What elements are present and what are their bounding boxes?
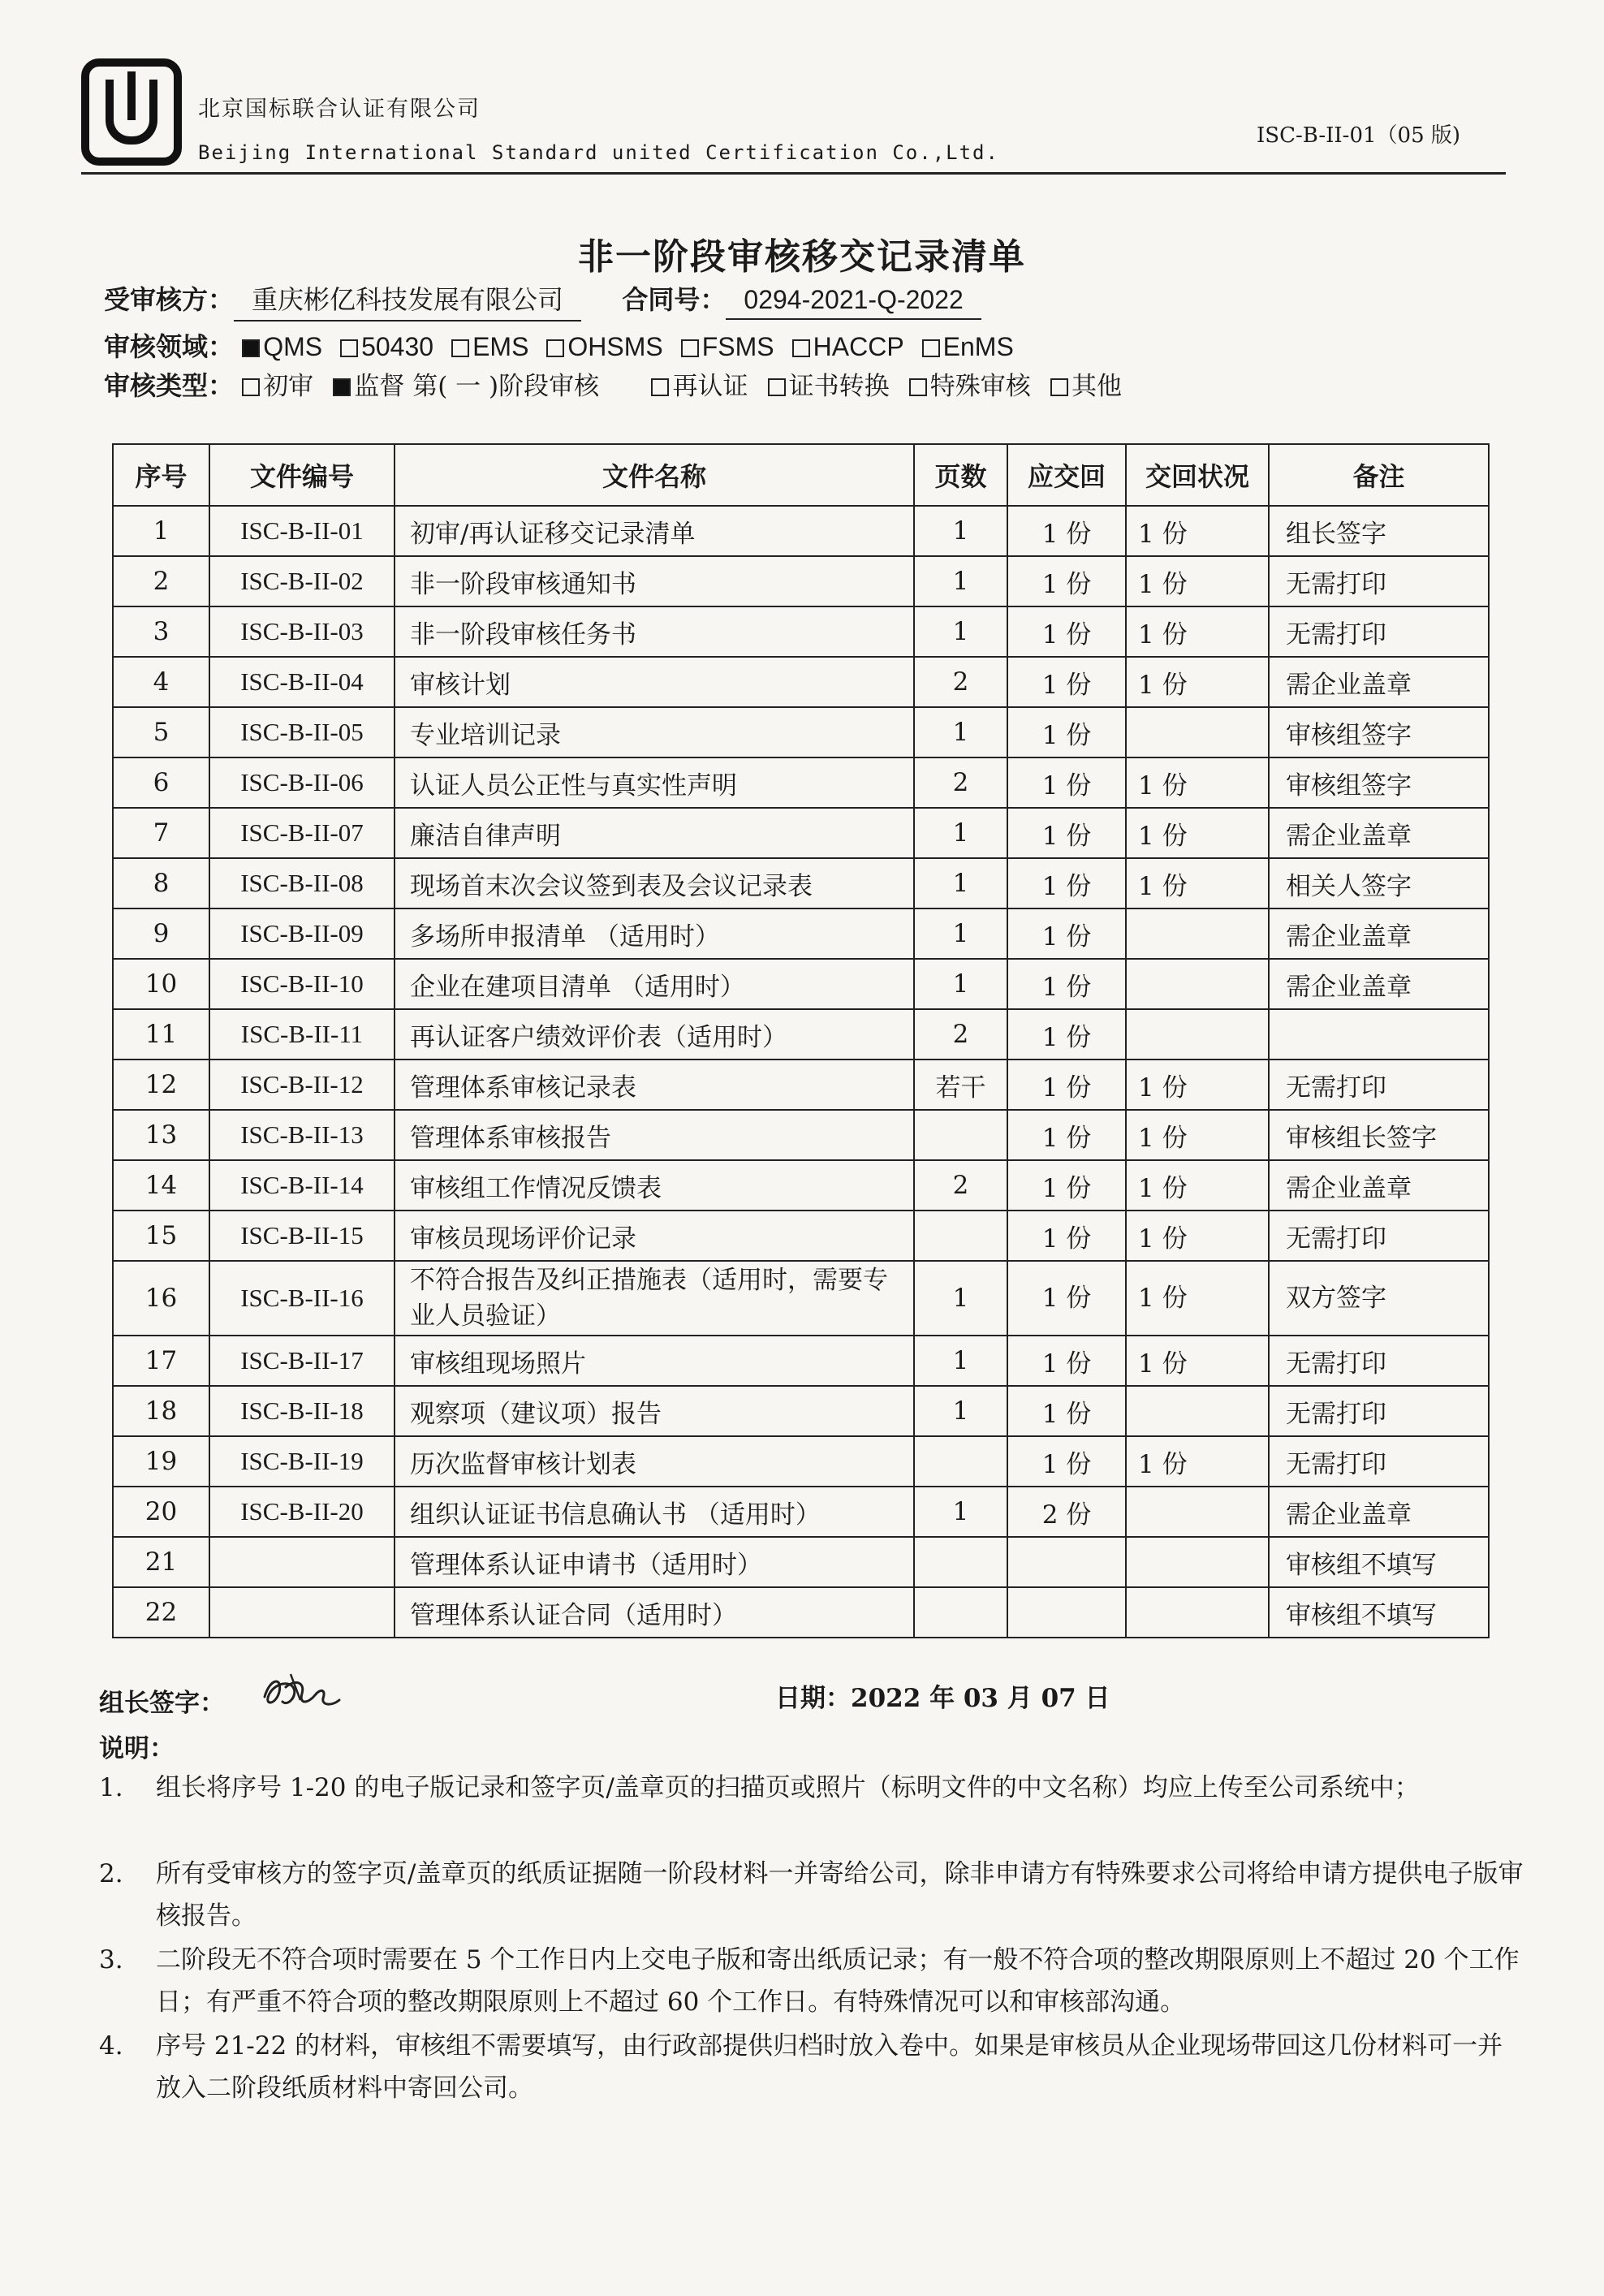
- table-row: [113, 858, 1489, 908]
- audited-label: 受审核方：: [104, 284, 235, 315]
- cell-remarks: 无需打印: [1269, 606, 1489, 657]
- cell-due: 1 份: [1007, 506, 1126, 556]
- company-name-en: Beijing International Standard united Certification Co.,Ltd.: [198, 141, 999, 164]
- header-divider: [81, 172, 1506, 175]
- cell-returned: 1 份: [1126, 556, 1269, 606]
- cell-code: ISC-B-II-05: [209, 707, 395, 757]
- cell-due: 1 份: [1007, 757, 1126, 808]
- table-row: [113, 757, 1489, 808]
- cell-pages: 1: [914, 556, 1007, 606]
- cell-code: ISC-B-II-10: [209, 959, 395, 1009]
- cell-returned: 1 份: [1126, 606, 1269, 657]
- type-transfer: 证书转换: [768, 365, 890, 402]
- cell-no: 11: [113, 1009, 209, 1060]
- cell-no: 20: [113, 1487, 209, 1537]
- page-title: 非一阶段审核移交记录清单: [578, 236, 1026, 278]
- notes-title: 说明：: [99, 1734, 175, 1763]
- table-row: [113, 506, 1489, 556]
- cell-code: ISC-B-II-01: [209, 506, 395, 556]
- cell-returned: [1126, 1487, 1269, 1537]
- cell-remarks: 需企业盖章: [1269, 1487, 1489, 1537]
- cell-no: 18: [113, 1386, 209, 1436]
- cell-pages: 1: [914, 959, 1007, 1009]
- cell-pages: 若干: [914, 1060, 1007, 1110]
- domain-option: [242, 332, 322, 362]
- type-special-checkbox[interactable]: [909, 378, 927, 396]
- cell-remarks: 无需打印: [1269, 556, 1489, 606]
- cell-due: [1007, 1587, 1126, 1638]
- table-row: [113, 1336, 1489, 1386]
- leader-sign-label: 组长签字：: [99, 1689, 225, 1718]
- cell-pages: [914, 1110, 1007, 1160]
- cell-returned: 1 份: [1126, 1261, 1269, 1336]
- domain-checkbox[interactable]: [340, 339, 358, 357]
- header-code: 文件编号: [209, 444, 395, 506]
- table-row: [113, 1537, 1489, 1587]
- cell-due: 1 份: [1007, 808, 1126, 858]
- cell-due: 1 份: [1007, 1211, 1126, 1261]
- table-row: [113, 556, 1489, 606]
- cell-due: 1 份: [1007, 556, 1126, 606]
- cell-no: 6: [113, 757, 209, 808]
- cell-due: 2 份: [1007, 1487, 1126, 1537]
- note-1: 1. 组长将序号 1-20 的电子版记录和签字页/盖章页的扫描页或照片（标明文件的中文名称）均应上传至公司系统中；: [99, 1773, 1420, 1802]
- cell-returned: [1126, 1587, 1269, 1638]
- table-row: [113, 1060, 1489, 1110]
- cell-remarks: 组长签字: [1269, 506, 1489, 556]
- cell-pages: 2: [914, 757, 1007, 808]
- cell-remarks: 无需打印: [1269, 1386, 1489, 1436]
- domain-checkbox[interactable]: [922, 339, 940, 357]
- cell-returned: 1 份: [1126, 858, 1269, 908]
- cell-name: 专业培训记录: [395, 707, 914, 757]
- cell-no: 16: [113, 1261, 209, 1336]
- cell-no: 17: [113, 1336, 209, 1386]
- cell-code: ISC-B-II-14: [209, 1160, 395, 1211]
- header-pages: 页数: [914, 444, 1007, 506]
- cell-name: 管理体系审核记录表: [395, 1060, 914, 1110]
- cell-due: 1 份: [1007, 1261, 1126, 1336]
- company-logo: [81, 58, 182, 166]
- table-row: [113, 1211, 1489, 1261]
- cell-returned: 1 份: [1126, 506, 1269, 556]
- type-recert: 再认证: [651, 365, 748, 402]
- cell-remarks: 需企业盖章: [1269, 657, 1489, 707]
- cell-code: ISC-B-II-04: [209, 657, 395, 707]
- table-row: [113, 959, 1489, 1009]
- domain-option-label: HACCP: [813, 332, 904, 361]
- table-row: [113, 1487, 1489, 1537]
- domain-option: [681, 332, 774, 362]
- table-row: [113, 1110, 1489, 1160]
- cell-code: ISC-B-II-12: [209, 1060, 395, 1110]
- note-4: 4. 序号 21-22 的材料，审核组不需要填写，由行政部提供归档时放入卷中。如果是审核员从企业现场带回这几份材料可一并放入二阶段纸质材料中寄回公司。: [99, 2031, 1503, 2103]
- cell-code: ISC-B-II-11: [209, 1009, 395, 1060]
- domain-option-label: OHSMS: [567, 332, 663, 361]
- cell-pages: 1: [914, 1487, 1007, 1537]
- cell-returned: [1126, 707, 1269, 757]
- table-row: [113, 908, 1489, 959]
- cell-remarks: 需企业盖章: [1269, 959, 1489, 1009]
- cell-name: 廉洁自律声明: [395, 808, 914, 858]
- table-row: [113, 606, 1489, 657]
- cell-name: 审核员现场评价记录: [395, 1211, 914, 1261]
- type-other: 其他: [1050, 365, 1122, 402]
- cell-remarks: [1269, 1009, 1489, 1060]
- note-3: 3. 二阶段无不符合项时需要在 5 个工作日内上交电子版和寄出纸质记录；有一般不符合项的整改期限原则上不超过 20 个工作日；有严重不符合项的整改期限原则上不超过 60 个工作日。有特殊情况可以和审核部沟通。: [99, 1945, 1520, 2017]
- cell-no: 8: [113, 858, 209, 908]
- cell-pages: 1: [914, 908, 1007, 959]
- cell-code: ISC-B-II-02: [209, 556, 395, 606]
- audited-party-line: [104, 279, 981, 322]
- domain-options: [242, 331, 1032, 362]
- type-surveillance: 监督 第( 一 )阶段审核: [333, 365, 599, 402]
- table-row: [113, 1386, 1489, 1436]
- cell-pages: [914, 1537, 1007, 1587]
- cell-code: [209, 1587, 395, 1638]
- domain-option: [340, 332, 433, 362]
- cell-due: 1 份: [1007, 1386, 1126, 1436]
- cell-returned: 1 份: [1126, 1211, 1269, 1261]
- domain-option-label: QMS: [263, 332, 323, 361]
- cell-returned: [1126, 1386, 1269, 1436]
- type-surveillance-checkbox[interactable]: [333, 378, 351, 396]
- cell-remarks: 审核组签字: [1269, 707, 1489, 757]
- cell-due: 1 份: [1007, 606, 1126, 657]
- domain-option-label: 50430: [361, 332, 434, 361]
- cell-returned: 1 份: [1126, 1110, 1269, 1160]
- cell-code: ISC-B-II-15: [209, 1211, 395, 1261]
- cell-due: 1 份: [1007, 707, 1126, 757]
- type-other-checkbox[interactable]: [1050, 378, 1068, 396]
- cell-remarks: 需企业盖章: [1269, 908, 1489, 959]
- domain-option: [792, 332, 904, 362]
- header-no: 序号: [113, 444, 209, 506]
- cell-pages: [914, 1436, 1007, 1487]
- cell-no: 2: [113, 556, 209, 606]
- header-name: 文件名称: [395, 444, 914, 506]
- cell-name: 组织认证证书信息确认书 （适用时）: [395, 1487, 914, 1537]
- cell-name: 多场所申报清单 （适用时）: [395, 908, 914, 959]
- cell-name: 审核组现场照片: [395, 1336, 914, 1386]
- cell-pages: [914, 1211, 1007, 1261]
- header-returned: 交回状况: [1126, 444, 1269, 506]
- records-table: [112, 443, 1490, 1638]
- cell-due: [1007, 1537, 1126, 1587]
- cell-returned: 1 份: [1126, 808, 1269, 858]
- cell-pages: 1: [914, 506, 1007, 556]
- date: 日期：2022 年 03 月 07 日: [775, 1684, 1110, 1713]
- cell-name: 审核计划: [395, 657, 914, 707]
- cell-name: 企业在建项目清单 （适用时）: [395, 959, 914, 1009]
- cell-due: 1 份: [1007, 1436, 1126, 1487]
- leader-signature: [258, 1664, 347, 1721]
- cell-due: 1 份: [1007, 657, 1126, 707]
- cell-returned: 1 份: [1126, 757, 1269, 808]
- cell-code: ISC-B-II-18: [209, 1386, 395, 1436]
- table-header-row: [113, 444, 1489, 506]
- table-row: [113, 1261, 1489, 1336]
- cell-pages: 1: [914, 1386, 1007, 1436]
- cell-no: 12: [113, 1060, 209, 1110]
- cell-due: 1 份: [1007, 908, 1126, 959]
- cell-name: 初审/再认证移交记录清单: [395, 506, 914, 556]
- cell-remarks: 审核组不填写: [1269, 1537, 1489, 1587]
- cell-remarks: 无需打印: [1269, 1336, 1489, 1386]
- cell-pages: 2: [914, 1160, 1007, 1211]
- type-transfer-checkbox[interactable]: [768, 378, 786, 396]
- cell-returned: [1126, 1537, 1269, 1587]
- cell-code: ISC-B-II-07: [209, 808, 395, 858]
- type-special: 特殊审核: [909, 365, 1031, 402]
- domain-option-label: EnMS: [942, 332, 1014, 361]
- cell-name: 观察项（建议项）报告: [395, 1386, 914, 1436]
- cell-name: 管理体系认证合同（适用时）: [395, 1587, 914, 1638]
- cell-no: 13: [113, 1110, 209, 1160]
- cell-remarks: 双方签字: [1269, 1261, 1489, 1336]
- cell-code: [209, 1537, 395, 1587]
- cell-code: ISC-B-II-09: [209, 908, 395, 959]
- cell-name: 再认证客户绩效评价表（适用时）: [395, 1009, 914, 1060]
- cell-name: 现场首末次会议签到表及会议记录表: [395, 858, 914, 908]
- form-code: ISC-B-II-01（05 版): [1257, 123, 1461, 148]
- cell-due: 1 份: [1007, 1110, 1126, 1160]
- cell-pages: 1: [914, 1336, 1007, 1386]
- cell-no: 19: [113, 1436, 209, 1487]
- cell-returned: 1 份: [1126, 1436, 1269, 1487]
- company-name-cn: 北京国标联合认证有限公司: [198, 97, 481, 122]
- audited-value: 重庆彬亿科技发展有限公司: [234, 279, 581, 322]
- cell-pages: [914, 1587, 1007, 1638]
- domain-checkbox[interactable]: [546, 339, 564, 357]
- cell-no: 10: [113, 959, 209, 1009]
- cell-code: ISC-B-II-06: [209, 757, 395, 808]
- audit-domain-line: [104, 326, 1032, 364]
- cell-returned: [1126, 1009, 1269, 1060]
- cell-due: 1 份: [1007, 1060, 1126, 1110]
- cell-returned: 1 份: [1126, 1160, 1269, 1211]
- domain-option: [922, 332, 1014, 362]
- contract-value: 0294-2021-Q-2022: [726, 285, 981, 320]
- cell-name: 历次监督审核计划表: [395, 1436, 914, 1487]
- cell-code: ISC-B-II-13: [209, 1110, 395, 1160]
- cell-due: 1 份: [1007, 1009, 1126, 1060]
- table-row: [113, 808, 1489, 858]
- cell-due: 1 份: [1007, 1336, 1126, 1386]
- cell-no: 1: [113, 506, 209, 556]
- cell-code: ISC-B-II-08: [209, 858, 395, 908]
- domain-option: [451, 332, 528, 362]
- note-2: 2. 所有受审核方的签字页/盖章页的纸质证据随一阶段材料一并寄给公司，除非申请方有特殊要求公司将给申请方提供电子版审核报告。: [99, 1859, 1524, 1931]
- cell-code: ISC-B-II-17: [209, 1336, 395, 1386]
- type-initial: 初审: [242, 365, 313, 402]
- cell-returned: 1 份: [1126, 657, 1269, 707]
- cell-remarks: 审核组不填写: [1269, 1587, 1489, 1638]
- table-row: [113, 1009, 1489, 1060]
- cell-pages: 2: [914, 657, 1007, 707]
- table-row: [113, 657, 1489, 707]
- cell-returned: [1126, 908, 1269, 959]
- cell-no: 3: [113, 606, 209, 657]
- cell-no: 4: [113, 657, 209, 707]
- audit-type-line: [104, 365, 1133, 403]
- cell-pages: 1: [914, 707, 1007, 757]
- cell-remarks: 需企业盖章: [1269, 808, 1489, 858]
- cell-remarks: 需企业盖章: [1269, 1160, 1489, 1211]
- cell-name: 认证人员公正性与真实性声明: [395, 757, 914, 808]
- table-row: [113, 1160, 1489, 1211]
- domain-option-label: EMS: [472, 332, 529, 361]
- cell-code: ISC-B-II-19: [209, 1436, 395, 1487]
- table-row: [113, 1587, 1489, 1638]
- cell-name: 不符合报告及纠正措施表（适用时，需要专业人员验证）: [395, 1261, 914, 1336]
- cell-remarks: 无需打印: [1269, 1211, 1489, 1261]
- type-initial-checkbox[interactable]: [242, 378, 260, 396]
- contract-label: 合同号：: [622, 284, 727, 315]
- cell-code: ISC-B-II-16: [209, 1261, 395, 1336]
- cell-name: 管理体系认证申请书（适用时）: [395, 1537, 914, 1587]
- cell-no: 21: [113, 1537, 209, 1587]
- cell-no: 9: [113, 908, 209, 959]
- cell-remarks: 审核组签字: [1269, 757, 1489, 808]
- cell-pages: 1: [914, 808, 1007, 858]
- cell-remarks: 无需打印: [1269, 1436, 1489, 1487]
- domain-checkbox[interactable]: [681, 339, 699, 357]
- cell-pages: 1: [914, 858, 1007, 908]
- cell-code: ISC-B-II-03: [209, 606, 395, 657]
- domain-option-label: FSMS: [701, 332, 774, 361]
- cell-no: 5: [113, 707, 209, 757]
- cell-remarks: 无需打印: [1269, 1060, 1489, 1110]
- cell-returned: 1 份: [1126, 1060, 1269, 1110]
- audit-type-label: 审核类型：: [104, 370, 235, 401]
- domain-option: [546, 332, 662, 362]
- cell-no: 14: [113, 1160, 209, 1211]
- domain-label: 审核领域：: [104, 331, 235, 362]
- domain-checkbox[interactable]: [792, 339, 810, 357]
- cell-pages: 1: [914, 1261, 1007, 1336]
- cell-returned: [1126, 959, 1269, 1009]
- header-due: 应交回: [1007, 444, 1126, 506]
- cell-name: 非一阶段审核通知书: [395, 556, 914, 606]
- cell-remarks: 审核组长签字: [1269, 1110, 1489, 1160]
- cell-name: 审核组工作情况反馈表: [395, 1160, 914, 1211]
- cell-name: 管理体系审核报告: [395, 1110, 914, 1160]
- table-row: [113, 707, 1489, 757]
- cell-pages: 1: [914, 606, 1007, 657]
- cell-no: 7: [113, 808, 209, 858]
- cell-no: 15: [113, 1211, 209, 1261]
- cell-name: 非一阶段审核任务书: [395, 606, 914, 657]
- cell-no: 22: [113, 1587, 209, 1638]
- cell-due: 1 份: [1007, 959, 1126, 1009]
- cell-returned: 1 份: [1126, 1336, 1269, 1386]
- domain-checkbox[interactable]: [451, 339, 469, 357]
- cell-pages: 2: [914, 1009, 1007, 1060]
- table-row: [113, 1436, 1489, 1487]
- header-remarks: 备注: [1269, 444, 1489, 506]
- type-recert-checkbox[interactable]: [651, 378, 669, 396]
- cell-code: ISC-B-II-20: [209, 1487, 395, 1537]
- cell-due: 1 份: [1007, 858, 1126, 908]
- cell-remarks: 相关人签字: [1269, 858, 1489, 908]
- cell-due: 1 份: [1007, 1160, 1126, 1211]
- domain-checkbox[interactable]: [242, 339, 260, 357]
